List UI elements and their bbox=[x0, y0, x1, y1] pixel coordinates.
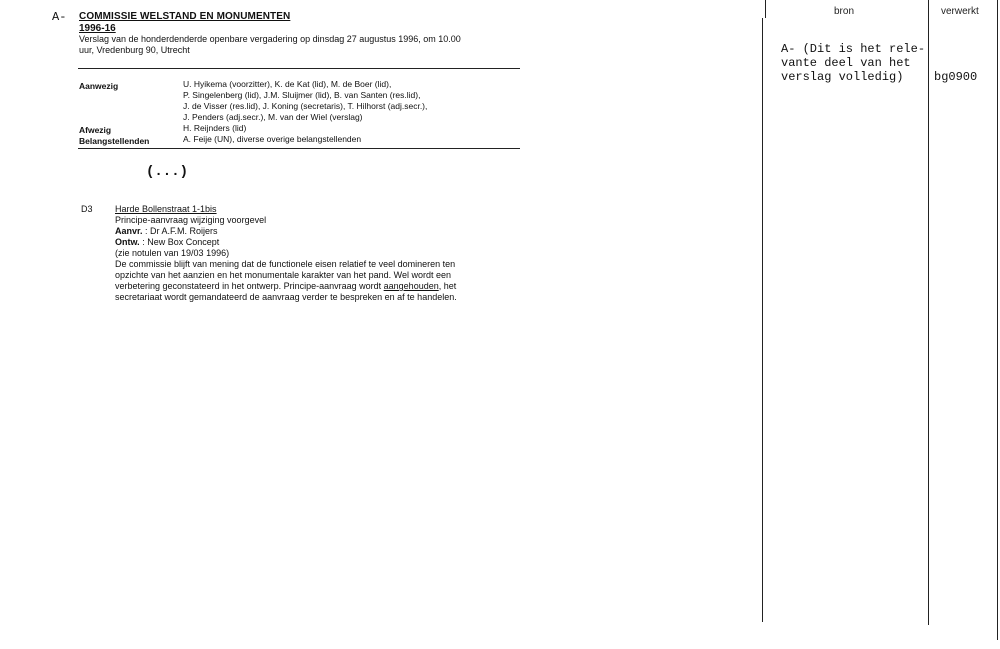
present-label: Aanwezig bbox=[79, 81, 119, 91]
item-reference: (zie notulen van 19/03 1996) bbox=[115, 248, 230, 258]
note-line: A- (Dit is het rele- bbox=[781, 42, 926, 56]
item-code: D3 bbox=[81, 204, 93, 214]
present-line: U. Hyikema (voorzitter), K. de Kat (lid), M. de Boer (lid), bbox=[183, 79, 392, 89]
intro-line: Verslag van de honderdenderde openbare vergadering op dinsdag 27 augustus 1996, om 10.00 bbox=[79, 34, 461, 44]
item-text-segment: verbetering geconstateerd in het ontwerp. Principe-aanvraag wordt bbox=[115, 281, 384, 291]
document-year: 1996-16 bbox=[79, 23, 116, 34]
decision-term: aangehouden bbox=[383, 281, 439, 291]
applicant-label: Aanvr. bbox=[115, 226, 143, 236]
present-line: P. Singelenberg (lid), J.M. Sluijmer (lid), B. van Santen (res.lid), bbox=[183, 90, 421, 100]
item-applicant bbox=[115, 226, 505, 237]
item-address: Harde Bollenstraat 1-1bis bbox=[115, 204, 217, 214]
present-list bbox=[183, 79, 427, 145]
document-intro bbox=[79, 34, 524, 56]
design-value: : New Box Concept bbox=[142, 237, 220, 247]
present-line: J. de Visser (res.lid), J. Koning (secretaris), T. Hilhorst (adj.secr.), bbox=[183, 101, 428, 111]
item-design bbox=[115, 237, 505, 248]
absent-label: Afwezig bbox=[79, 125, 112, 135]
item-block bbox=[115, 204, 505, 303]
item-text-line: secretariaat wordt gemandateerd de aanvraag verder te bespreken en af te handelen. bbox=[115, 292, 457, 302]
note-line: vante deel van het bbox=[781, 56, 911, 70]
stakeholders-label: Belangstellenden bbox=[79, 136, 150, 146]
ellipsis: (...) bbox=[146, 164, 189, 180]
verwerkt-header: verwerkt bbox=[941, 6, 979, 17]
design-label: Ontw. bbox=[115, 237, 140, 247]
column-divider-top-left bbox=[765, 0, 766, 18]
present-line: J. Penders (adj.secr.), M. van der Wiel (verslag) bbox=[183, 112, 363, 122]
item-subject: Principe-aanvraag wijziging voorgevel bbox=[115, 215, 267, 225]
intro-line: uur, Vredenburg 90, Utrecht bbox=[79, 45, 190, 55]
applicant-value: : Dr A.F.M. Roijers bbox=[145, 226, 218, 236]
item-text-line bbox=[115, 281, 505, 292]
item-text-line: opzichte van het aanzien en het monumentale karakter van het pand. Wel wordt een bbox=[115, 270, 452, 280]
document-title: COMMISSIE WELSTAND EN MONUMENTEN bbox=[79, 11, 291, 22]
stakeholders-value: A. Feije (UN), diverse overige belangstellenden bbox=[183, 134, 362, 144]
note-line: verslag volledig) bbox=[781, 70, 904, 84]
rule-top bbox=[78, 68, 520, 69]
item-text-line: De commissie blijft van mening dat de functionele eisen relatief te veel domineren ten bbox=[115, 259, 456, 269]
absent-value: H. Reijnders (lid) bbox=[183, 123, 247, 133]
verwerkt-code: bg0900 bbox=[934, 70, 978, 84]
rule-bottom bbox=[78, 148, 520, 149]
margin-mark: A- bbox=[52, 10, 67, 24]
bron-header: bron bbox=[834, 6, 855, 17]
column-divider-right bbox=[928, 0, 929, 625]
item-text-tail: , het bbox=[438, 281, 457, 291]
handwritten-note bbox=[781, 42, 925, 84]
column-divider-edge bbox=[997, 0, 998, 640]
column-divider-left bbox=[762, 18, 763, 622]
